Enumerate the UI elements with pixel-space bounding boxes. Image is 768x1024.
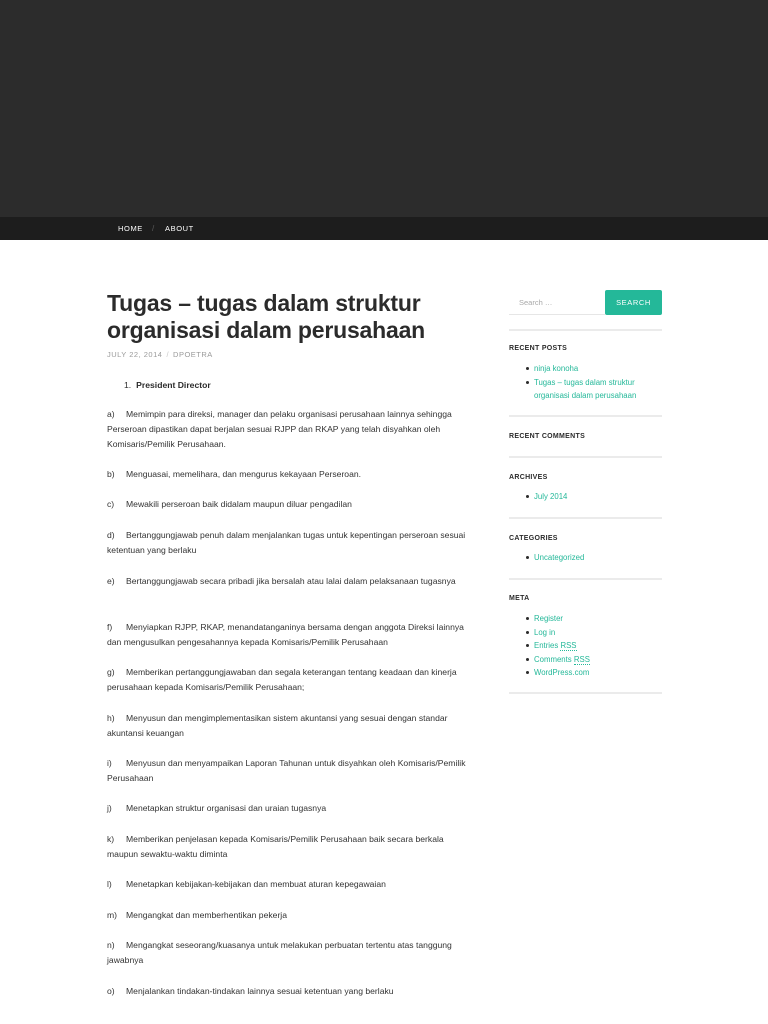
content-paragraph: f) Menyiapkan RJPP, RKAP, menandatanganinya bersama dengan anggota Direksi lainnya dan mengusulkan pengesahannya kepada Komisaris/Pemilik Perusahaan	[107, 622, 464, 648]
content-paragraph: a) Memimpin para direksi, manager dan pelaku organisasi perusahaan lainnya sehingga Perseroan dipastikan dapat berjalan sesuai RJPP dan RKAP yang telah disyahkan oleh Komisaris/Pemilik Perusahaan.	[107, 409, 452, 450]
post-date[interactable]: JULY 22, 2014	[107, 350, 163, 359]
search-input[interactable]: Search …	[509, 290, 605, 315]
post-author[interactable]: DPOETRA	[173, 350, 213, 359]
site-header	[0, 0, 768, 217]
content-paragraph: n) Mengangkat seseorang/kuasanya untuk melakukan perbuatan tertentu atas tanggung jawabnya	[107, 940, 452, 966]
meta-list	[534, 612, 662, 680]
main-navigation	[0, 217, 768, 240]
content-paragraph: m) Mengangkat dan memberhentikan pekerja	[107, 910, 287, 920]
content-paragraph: b) Menguasai, memelihara, dan mengurus kekayaan Perseroan.	[107, 469, 362, 479]
meta-comments-rss-link[interactable]: Comments RSS	[534, 653, 662, 667]
post-meta	[107, 350, 213, 359]
category-link[interactable]: Uncategorized	[534, 551, 662, 565]
nav-separator: /	[152, 224, 155, 233]
content-paragraph: e) Bertanggungjawab secara pribadi jika bersalah atau lalai dalam pelaksanaan tugasnya	[107, 576, 456, 586]
meta-separator: /	[166, 350, 170, 359]
content-paragraph: g) Memberikan pertanggungjawaban dan segala keterangan tentang keadaan dan kinerja perusahaan kepada Komisaris/Pemilik Perusahaan;	[107, 667, 457, 693]
content-paragraph: h) Menyusun dan mengimplementasikan sistem akuntansi yang sesuai dengan standar akuntansi keuangan	[107, 713, 448, 739]
widget-divider	[509, 415, 662, 417]
nav-home-link[interactable]: HOME	[118, 224, 143, 233]
recent-posts-title: RECENT POSTS	[509, 345, 568, 352]
meta-login-link[interactable]: Log in	[534, 626, 662, 640]
recent-comments-title: RECENT COMMENTS	[509, 433, 586, 440]
recent-post-link[interactable]: ninja konoha	[534, 362, 662, 376]
search-button[interactable]: SEARCH	[605, 290, 662, 315]
meta-entries-rss-link[interactable]: Entries RSS	[534, 639, 662, 653]
archives-title: ARCHIVES	[509, 474, 548, 481]
meta-wordpress-link[interactable]: WordPress.com	[534, 666, 662, 680]
content-paragraph: d) Bertanggungjawab penuh dalam menjalankan tugas untuk kepentingan perseroan sesuai ketentuan yang berlaku	[107, 530, 466, 556]
widget-divider	[509, 578, 662, 580]
content-paragraph: k) Memberikan penjelasan kepada Komisaris/Pemilik Perusahaan baik secara berkala maupun sewaktu-waktu diminta	[107, 834, 444, 860]
meta-register-link[interactable]: Register	[534, 612, 662, 626]
widget-divider	[509, 456, 662, 458]
categories-title: CATEGORIES	[509, 535, 558, 542]
content-paragraph: i) Menyusun dan menyampaikan Laporan Tahunan untuk disyahkan oleh Komisaris/Pemilik Perusahaan	[107, 758, 466, 784]
archive-link[interactable]: July 2014	[534, 490, 662, 504]
widget-divider	[509, 329, 662, 331]
recent-posts-list	[534, 362, 662, 403]
archives-list	[534, 490, 662, 504]
post-title[interactable]: Tugas – tugas dalam struktur organisasi dalam perusahaan	[107, 290, 426, 343]
nav-about-link[interactable]: ABOUT	[165, 224, 194, 233]
widget-divider	[509, 517, 662, 519]
meta-title: META	[509, 595, 530, 602]
content-paragraph: c) Mewakili perseroan baik didalam maupun diluar pengadilan	[107, 499, 352, 509]
recent-post-link[interactable]: Tugas – tugas dalam struktur organisasi dalam perusahaan	[534, 376, 662, 403]
content-paragraph: j) Menetapkan struktur organisasi dan uraian tugasnya	[107, 803, 327, 813]
list-item-heading: President Director	[136, 380, 211, 390]
ordered-list-item	[124, 378, 211, 393]
content-paragraph: o) Menjalankan tindakan-tindakan lainnya sesuai ketentuan yang berlaku	[107, 986, 394, 996]
categories-list	[534, 551, 662, 565]
content-paragraph: l) Menetapkan kebijakan-kebijakan dan membuat aturan kepegawaian	[107, 879, 386, 889]
widget-divider	[509, 692, 662, 694]
list-number: 1.	[124, 380, 132, 390]
